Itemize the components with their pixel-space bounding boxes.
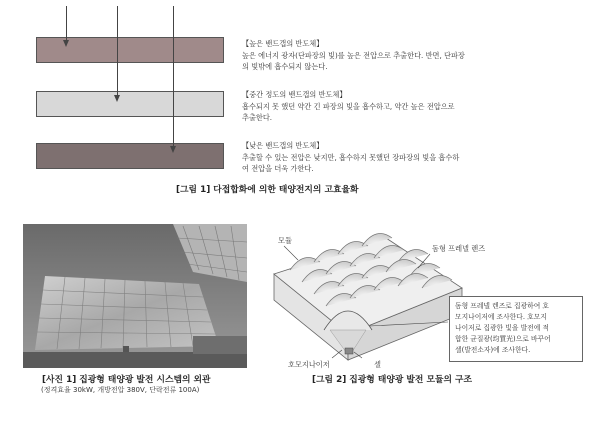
photo-1-subcaption: (정격효율 30kW, 개방전압 380V, 단락전류 100A) bbox=[41, 386, 200, 394]
module-label: 모듈 bbox=[278, 236, 292, 245]
mid-bandgap-text-line1: 흡수되지 못 했던 약간 긴 파장의 빛을 흡수하고, 약간 높은 전압으로 bbox=[242, 101, 455, 111]
callout-line-1: 돔형 프레넬 렌즈로 집광하여 호 bbox=[455, 302, 549, 310]
high-bandgap-description bbox=[242, 38, 492, 73]
high-bandgap-title: 【높은 밴드갭의 반도체】 bbox=[242, 39, 324, 48]
mid-bandgap-description bbox=[242, 89, 492, 124]
callout-line-2: 모지나이저에 조사한다. 호모지 bbox=[455, 313, 547, 321]
high-bandgap-text-line2: 의 빛밖에 흡수되지 않는다. bbox=[242, 62, 328, 71]
figure-1-caption: [그림 1] 다접합화에 의한 태양전지의 고효율화 bbox=[176, 185, 359, 195]
low-bandgap-title: 【낮은 밴드갭의 반도체】 bbox=[242, 141, 324, 150]
fresnel-lens-label: 돔형 프레넬 렌즈 bbox=[432, 244, 486, 253]
mid-bandgap-title: 【중간 정도의 밴드갭의 반도체】 bbox=[242, 90, 347, 99]
mid-bandgap-layer bbox=[36, 91, 224, 117]
low-bandgap-layer bbox=[36, 143, 224, 169]
figure-2-caption: [그림 2] 집광형 태양광 발전 모듈의 구조 bbox=[312, 375, 473, 385]
photo-1-caption: [사진 1] 집광형 태양광 발전 시스템의 외관 bbox=[42, 375, 211, 385]
callout-line-4: 합한 균질광(均質光)으로 바꾸어 bbox=[455, 335, 551, 343]
low-bandgap-description bbox=[242, 140, 492, 175]
high-bandgap-text-line1: 높은 에너지 광자(단파장의 빛)를 높은 전압으로 추출한다. 반면, 단파장 bbox=[242, 50, 465, 60]
structure-explanation-callout bbox=[449, 296, 583, 362]
callout-line-5: 셀(발전소자)에 조사한다. bbox=[455, 346, 531, 354]
concentrator-system-photo bbox=[23, 224, 247, 368]
low-bandgap-text-line1: 추출할 수 있는 전압은 낮지만, 흡수하지 못했던 장파장의 빛을 흡수하 bbox=[242, 152, 460, 162]
homogenizer-label: 호모지나이저 bbox=[288, 360, 330, 369]
callout-line-3: 나이저로 집광한 빛을 발전에 적 bbox=[455, 324, 549, 332]
mid-bandgap-text-line2: 추출한다. bbox=[242, 113, 273, 122]
cell-label: 셀 bbox=[374, 360, 381, 369]
low-bandgap-text-line2: 여 전압을 더욱 가한다. bbox=[242, 164, 314, 173]
